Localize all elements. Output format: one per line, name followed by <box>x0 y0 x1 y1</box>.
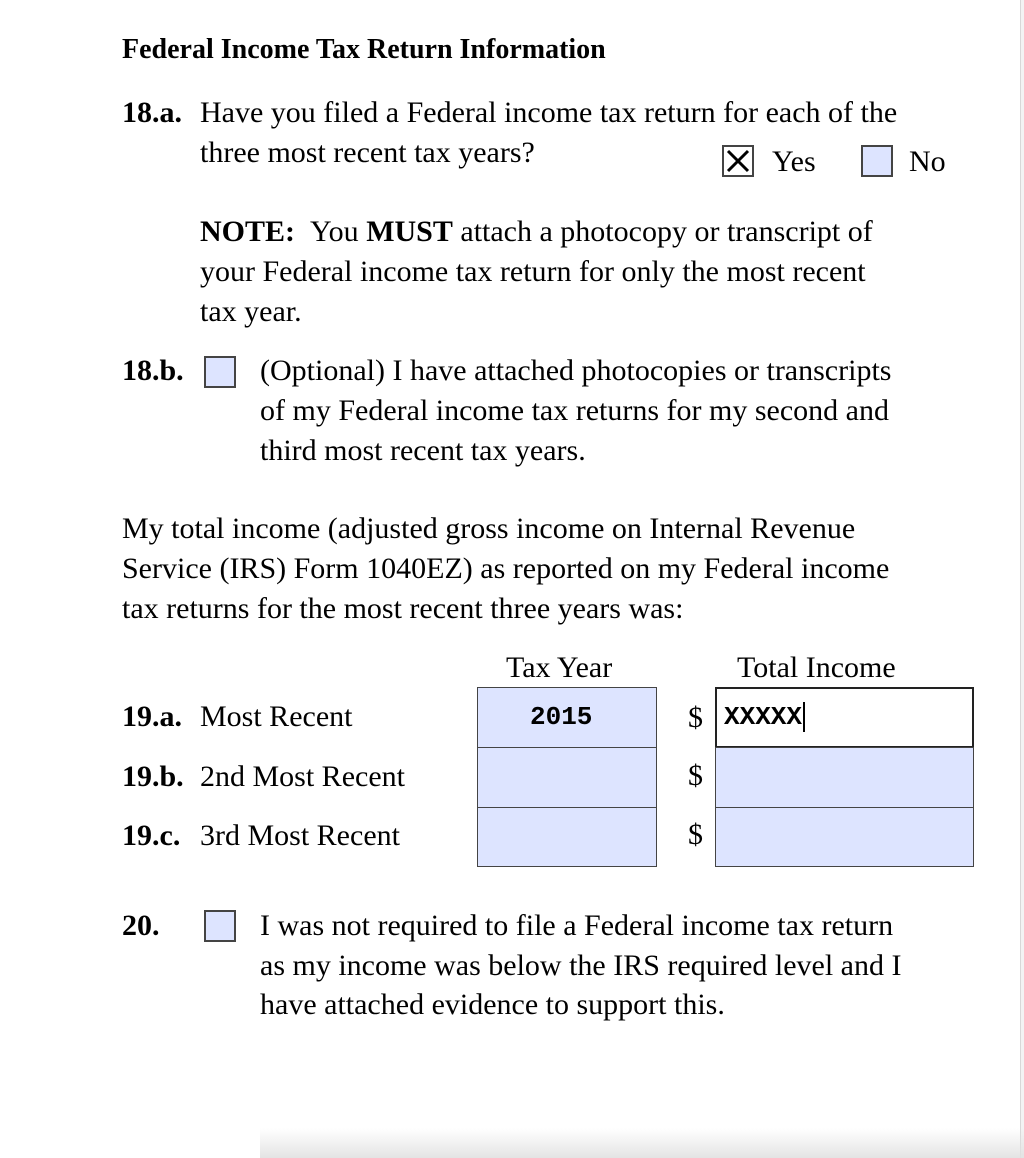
item-19c-number: 19.c. <box>122 819 181 852</box>
text-caret <box>803 702 805 732</box>
item-20-line1: I was not required to file a Federal income tax return <box>260 909 894 942</box>
item-19a-label: Most Recent <box>200 700 353 733</box>
tax-year-field-2nd-most-recent[interactable] <box>477 747 657 808</box>
tax-year-field-3rd-most-recent[interactable] <box>477 807 657 867</box>
header-tax-year: Tax Year <box>506 651 613 684</box>
item-18a-number: 18.a. <box>122 96 182 129</box>
item-20-checkbox[interactable] <box>204 910 236 942</box>
currency-symbol: $ <box>688 818 703 851</box>
item-18b-line3: third most recent tax years. <box>260 434 586 467</box>
income-intro-line1: My total income (adjusted gross income on Internal Revenue <box>122 512 856 545</box>
total-income-field-3rd-most-recent[interactable] <box>715 807 974 867</box>
item-19a-number: 19.a. <box>122 700 182 733</box>
item-18b-number: 18.b. <box>122 354 184 387</box>
note-line1 <box>200 212 873 252</box>
total-income-text-most-recent: XXXXX <box>724 702 803 732</box>
total-income-field-most-recent[interactable] <box>715 687 974 748</box>
note-post: attach a photocopy or transcript of <box>460 215 873 248</box>
no-label: No <box>909 145 946 178</box>
note-line2: your Federal income tax return for only the most recent <box>200 255 866 288</box>
income-intro-line3: tax returns for the most recent three years was: <box>122 592 684 625</box>
note-label: NOTE: <box>200 215 296 248</box>
item-18b-checkbox[interactable] <box>204 356 236 388</box>
total-income-value-most-recent <box>724 689 805 745</box>
note-line3: tax year. <box>200 295 302 328</box>
item-20-line2: as my income was below the IRS required level and I <box>260 949 902 982</box>
yes-label: Yes <box>772 145 816 178</box>
note-emphasis: MUST <box>366 215 453 248</box>
item-18a-question-line2: three most recent tax years? <box>200 136 535 169</box>
currency-symbol: $ <box>688 759 703 792</box>
income-intro-line2: Service (IRS) Form 1040EZ) as reported on my Federal income <box>122 552 890 585</box>
item-18b-line1: (Optional) I have attached photocopies or transcripts <box>260 354 892 387</box>
header-total-income: Total Income <box>737 651 896 684</box>
item-19b-number: 19.b. <box>122 760 184 793</box>
item-20-line3: have attached evidence to support this. <box>260 988 725 1021</box>
no-checkbox[interactable] <box>861 145 893 177</box>
currency-symbol: $ <box>688 701 703 734</box>
tax-year-value-most-recent: 2015 <box>530 702 593 732</box>
note-pre: You <box>310 215 359 248</box>
total-income-field-2nd-most-recent[interactable] <box>715 747 974 808</box>
item-19c-label: 3rd Most Recent <box>200 819 400 852</box>
yes-checkbox[interactable] <box>722 145 754 177</box>
item-19b-label: 2nd Most Recent <box>200 760 405 793</box>
tax-year-field-most-recent[interactable] <box>477 687 657 748</box>
page-edge-shadow <box>260 1128 1024 1158</box>
section-title: Federal Income Tax Return Information <box>122 34 606 65</box>
item-18b-line2: of my Federal income tax returns for my second and <box>260 394 889 427</box>
item-18a-question-line1: Have you filed a Federal income tax return for each of the <box>200 96 898 129</box>
item-20-number: 20. <box>122 909 160 942</box>
x-mark-icon <box>724 147 752 175</box>
